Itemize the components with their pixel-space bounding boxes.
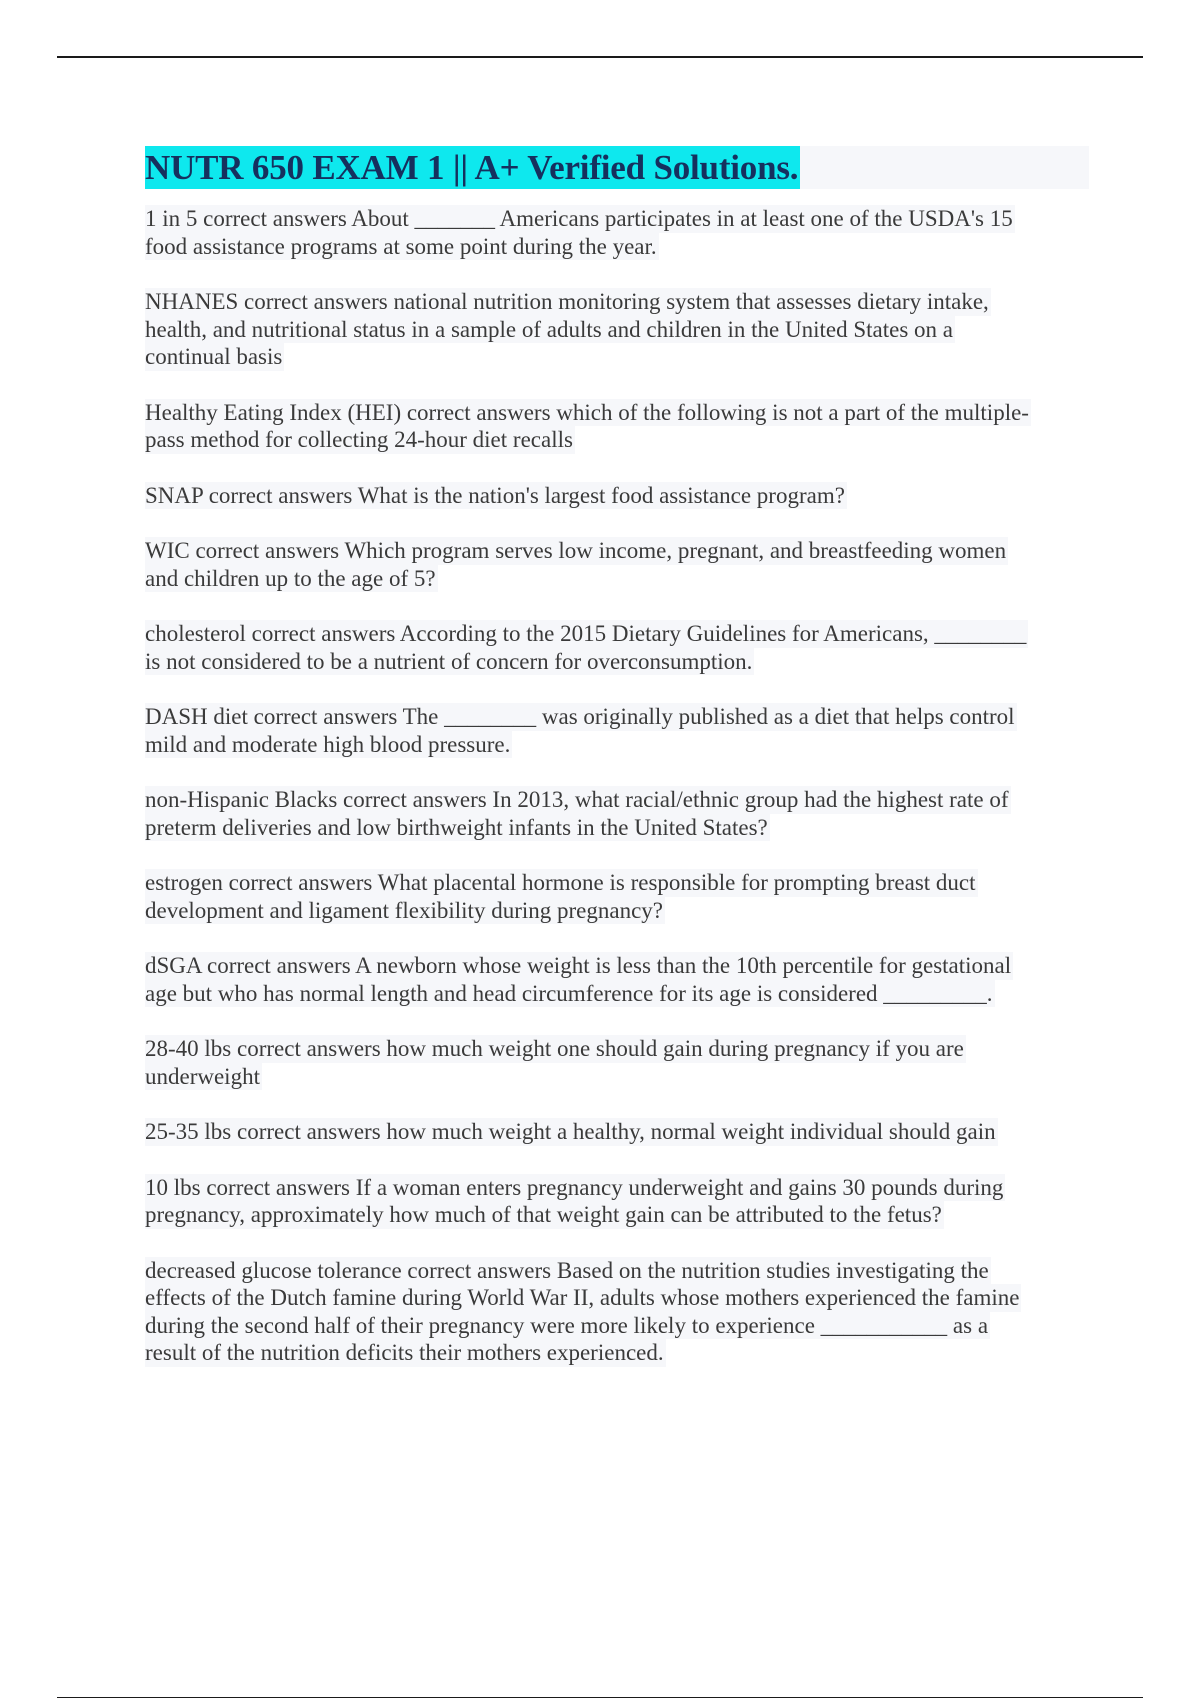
qa-entry-line: decreased glucose tolerance correct answers Based on the nutrition studies investigating the <box>145 1257 989 1283</box>
qa-entry <box>145 482 1089 510</box>
qa-entry-line: mild and moderate high blood pressure. <box>145 731 511 757</box>
qa-entry-line: pregnancy, approximately how much of that weight gain can be attributed to the fetus? <box>145 1202 942 1227</box>
qa-entry-line: dSGA correct answers A newborn whose weight is less than the 10th percentile for gestational <box>145 953 1012 978</box>
qa-entry-line: continual basis <box>145 344 283 369</box>
qa-entry-line: DASH diet correct answers The ________ was originally published as a diet that helps control <box>145 704 1015 729</box>
qa-entry <box>145 1035 1089 1090</box>
qa-entry-line: development and ligament flexibility during pregnancy? <box>145 897 663 923</box>
qa-entry <box>145 786 1089 841</box>
qa-entry-line: estrogen correct answers What placental hormone is responsible for prompting breast duct <box>145 870 976 895</box>
qa-entry-line: preterm deliveries and low birthweight infants in the United States? <box>145 814 768 840</box>
bottom-rule <box>57 1697 1143 1698</box>
qa-entry <box>145 620 1089 675</box>
qa-entry-line: pass method for collecting 24-hour diet recalls <box>145 427 573 452</box>
qa-entry-line: 25-35 lbs correct answers how much weight a healthy, normal weight individual should gain <box>145 1119 996 1144</box>
qa-entry-line: Healthy Eating Index (HEI) correct answers which of the following is not a part of the multiple- <box>145 399 1029 425</box>
qa-entry-line: age but who has normal length and head circumference for its age is considered _________. <box>145 980 993 1006</box>
qa-entry-line: and children up to the age of 5? <box>145 565 436 591</box>
qa-entry-line: cholesterol correct answers According to the 2015 Dietary Guidelines for Americans, ________ <box>145 621 1027 646</box>
qa-entry-line: 28-40 lbs correct answers how much weight one should gain during pregnancy if you are <box>145 1036 964 1061</box>
qa-entry-line: underweight <box>145 1063 260 1089</box>
title-band <box>145 146 1089 189</box>
qa-entry-line: health, and nutritional status in a sample of adults and children in the United States on a <box>145 316 954 342</box>
qa-entry-line: effects of the Dutch famine during World War II, adults whose mothers experienced the famine <box>145 1285 1020 1310</box>
qa-entry <box>145 1257 1089 1367</box>
qa-entry-line: 1 in 5 correct answers About _______ Americans participates in at least one of the USDA's 15 <box>145 206 1013 231</box>
qa-entry-line: food assistance programs at some point during the year. <box>145 233 657 259</box>
qa-entry-line: non-Hispanic Blacks correct answers In 2013, what racial/ethnic group had the highest rate of <box>145 787 1009 812</box>
qa-entry <box>145 1174 1089 1229</box>
qa-entry <box>145 869 1089 924</box>
document-title: NUTR 650 EXAM 1 || A+ Verified Solutions. <box>145 148 799 187</box>
qa-entry <box>145 205 1089 260</box>
top-rule <box>57 56 1143 58</box>
qa-entry <box>145 288 1089 371</box>
qa-entry-line: SNAP correct answers What is the nation's largest food assistance program? <box>145 482 845 508</box>
qa-entry <box>145 952 1089 1007</box>
document-page <box>145 146 1089 1395</box>
qa-entry <box>145 703 1089 758</box>
qa-list <box>145 205 1089 1367</box>
qa-entry-line: result of the nutrition deficits their mothers experienced. <box>145 1340 664 1365</box>
qa-entry-line: is not considered to be a nutrient of concern for overconsumption. <box>145 648 753 674</box>
qa-entry <box>145 399 1089 454</box>
qa-entry <box>145 1118 1089 1146</box>
qa-entry-line: WIC correct answers Which program serves low income, pregnant, and breastfeeding women <box>145 538 1007 563</box>
qa-entry-line: 10 lbs correct answers If a woman enters pregnancy underweight and gains 30 pounds during <box>145 1174 1004 1200</box>
qa-entry-line: NHANES correct answers national nutrition monitoring system that assesses dietary intake, <box>145 289 989 314</box>
qa-entry <box>145 537 1089 592</box>
qa-entry-line: during the second half of their pregnancy were more likely to experience ___________ as a <box>145 1312 989 1338</box>
